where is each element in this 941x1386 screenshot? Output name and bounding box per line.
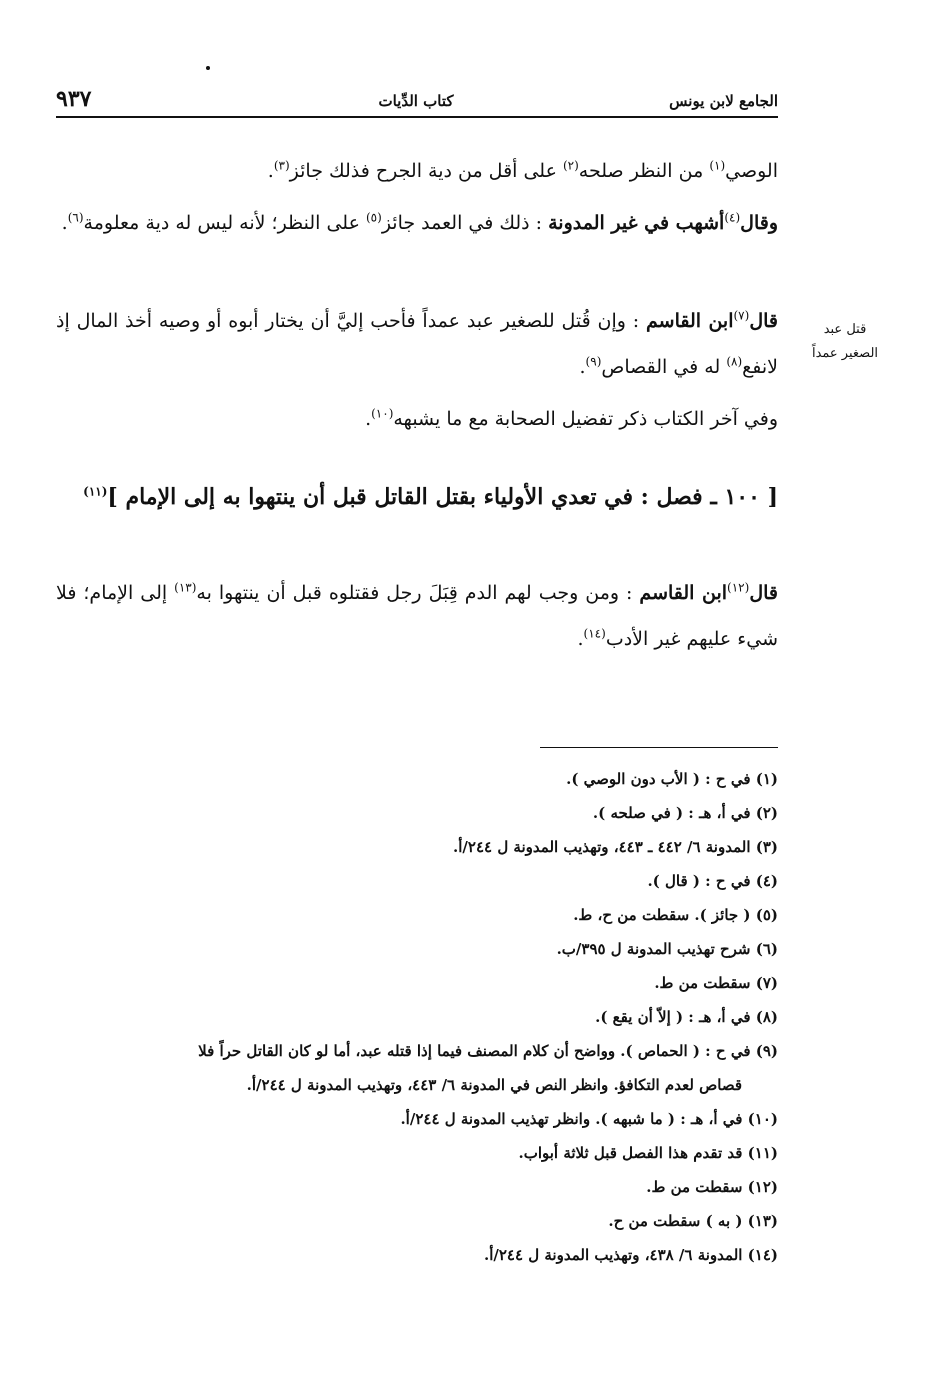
scholar-name: أشهب في غير المدونة: [548, 212, 725, 234]
footnote-ref: (٧): [733, 308, 750, 323]
text-run: .: [365, 408, 372, 430]
margin-note-line: الصغير عمداً: [811, 346, 879, 361]
page-number: ٩٣٧: [56, 86, 92, 112]
footnote: (١٢) سقطت من ط.: [646, 1178, 778, 1196]
footnote-ref: (١٤): [583, 626, 606, 641]
text-run: .: [579, 356, 586, 378]
footnote-continuation: قصاص لعدم التكافؤ. وانظر النص في المدونة ٦/ ٤٤٣، وتهذيب المدونة ل ٢٤٤/أ.: [246, 1076, 742, 1094]
text-run: إلى الإمام؛ فلا شيء عليهم غير الأدب: [56, 582, 778, 650]
text-run: على النظر؛ لأنه ليس له دية معلومة: [83, 212, 366, 234]
footnote: (٩) في ح : ( الحماص ). وواضح أن كلام المصنف فيما إذا قتله عبد، أما لو كان القاتل حراً فلا: [198, 1042, 778, 1060]
text-run: .: [267, 160, 274, 182]
footnote-ref: (١٢): [727, 580, 750, 595]
chapter-title: كتاب الدِّيات: [378, 92, 454, 110]
footnote-ref: (٨): [726, 354, 743, 369]
text-run: وفي آخر الكتاب ذكر تفضيل الصحابة مع ما يشبهه: [393, 408, 778, 430]
footnote: (٣) المدونة ٦/ ٤٤٢ ـ ٤٤٣، وتهذيب المدونة ل ٢٤٤/أ.: [453, 838, 778, 856]
footnote-separator: [540, 747, 778, 748]
text-run: .: [61, 212, 68, 234]
footnote: (٦) شرح تهذيب المدونة ل ٣٩٥/ب.: [556, 940, 778, 958]
footnote: (٤) في ح : ( قال ).: [647, 872, 778, 890]
paragraph-6: [56, 570, 806, 662]
footnote-ref: (١): [709, 158, 726, 173]
footnote-ref: (١٠): [371, 406, 394, 421]
book-title: الجامع لابن يونس: [669, 92, 778, 110]
text-run: له في القصاص: [601, 356, 727, 378]
heading-text: [ ١٠٠ ـ فصل : في تعدي الأولياء بقتل القاتل قبل أن ينتهوا به إلى الإمام ]: [107, 484, 778, 510]
footnote: (١٠) في أ، هـ : ( ما شبهه ). وانظر تهذيب المدونة ل ٢٤٤/أ.: [400, 1110, 778, 1128]
footnote-ref: (٣): [273, 158, 290, 173]
paragraph-1: [56, 148, 778, 194]
paragraph-3: [56, 298, 806, 390]
margin-note-line: قتل عبد: [823, 322, 867, 337]
footnote-ref: (٩): [585, 354, 602, 369]
margin-note: [810, 318, 880, 366]
text-run: قال: [749, 582, 778, 604]
footnote: (٨) في أ، هـ : ( إلاّ أن يقع ).: [595, 1008, 778, 1026]
text-run: وقال: [740, 212, 778, 234]
text-run: قال: [749, 310, 778, 332]
footnote-ref: (١١): [83, 484, 108, 499]
text-run: : ذلك في العمد جائز: [381, 212, 549, 234]
section-heading: [56, 474, 778, 520]
running-header: [56, 86, 778, 116]
text-run: من النظر صلحه: [578, 160, 710, 182]
footnote-ref: (٤): [724, 210, 741, 225]
ink-speck: [206, 66, 210, 70]
footnote: (٧) سقطت من ط.: [654, 974, 778, 992]
footnote: (١) في ح : ( الأب دون الوصي ).: [566, 770, 778, 788]
footnote: (٥) ( جائز ). سقطت من ح، ط.: [573, 906, 778, 924]
footnote: (١٣) ( به ) سقطت من ح.: [608, 1212, 778, 1230]
text-run: الوصي: [725, 160, 778, 182]
footnote-ref: (٢): [562, 158, 579, 173]
footnote-ref: (٥): [365, 210, 382, 225]
text-run: على أقل من دية الجرح فذلك جائز: [289, 160, 563, 182]
text-run: .: [577, 628, 584, 650]
text-run: : ومن وجب لهم الدم قِبَلَ رجل فقتلوه قبل أن ينتهوا به: [196, 582, 640, 604]
footnote: (٢) في أ، هـ : ( في صلحه ).: [592, 804, 778, 822]
footnote: (١٤) المدونة ٦/ ٤٣٨، وتهذيب المدونة ل ٢٤٤/أ.: [484, 1246, 778, 1264]
scholar-name: ابن القاسم: [639, 582, 728, 604]
footnote-ref: (٦): [67, 210, 84, 225]
header-rule: [56, 116, 778, 118]
paragraph-4: [56, 396, 806, 442]
scholar-name: ابن القاسم: [646, 310, 734, 332]
text-run: : وإن قُتل للصغير عبد عمداً فأحب إليَّ أن يختار أبوه أو وصيه أخذ المال إذ لانفع: [56, 310, 778, 378]
paragraph-2: [56, 200, 806, 246]
footnotes: [56, 762, 778, 1272]
footnote-ref: (١٣): [174, 580, 197, 595]
footnote: (١١) قد تقدم هذا الفصل قبل ثلاثة أبواب.: [518, 1144, 778, 1162]
